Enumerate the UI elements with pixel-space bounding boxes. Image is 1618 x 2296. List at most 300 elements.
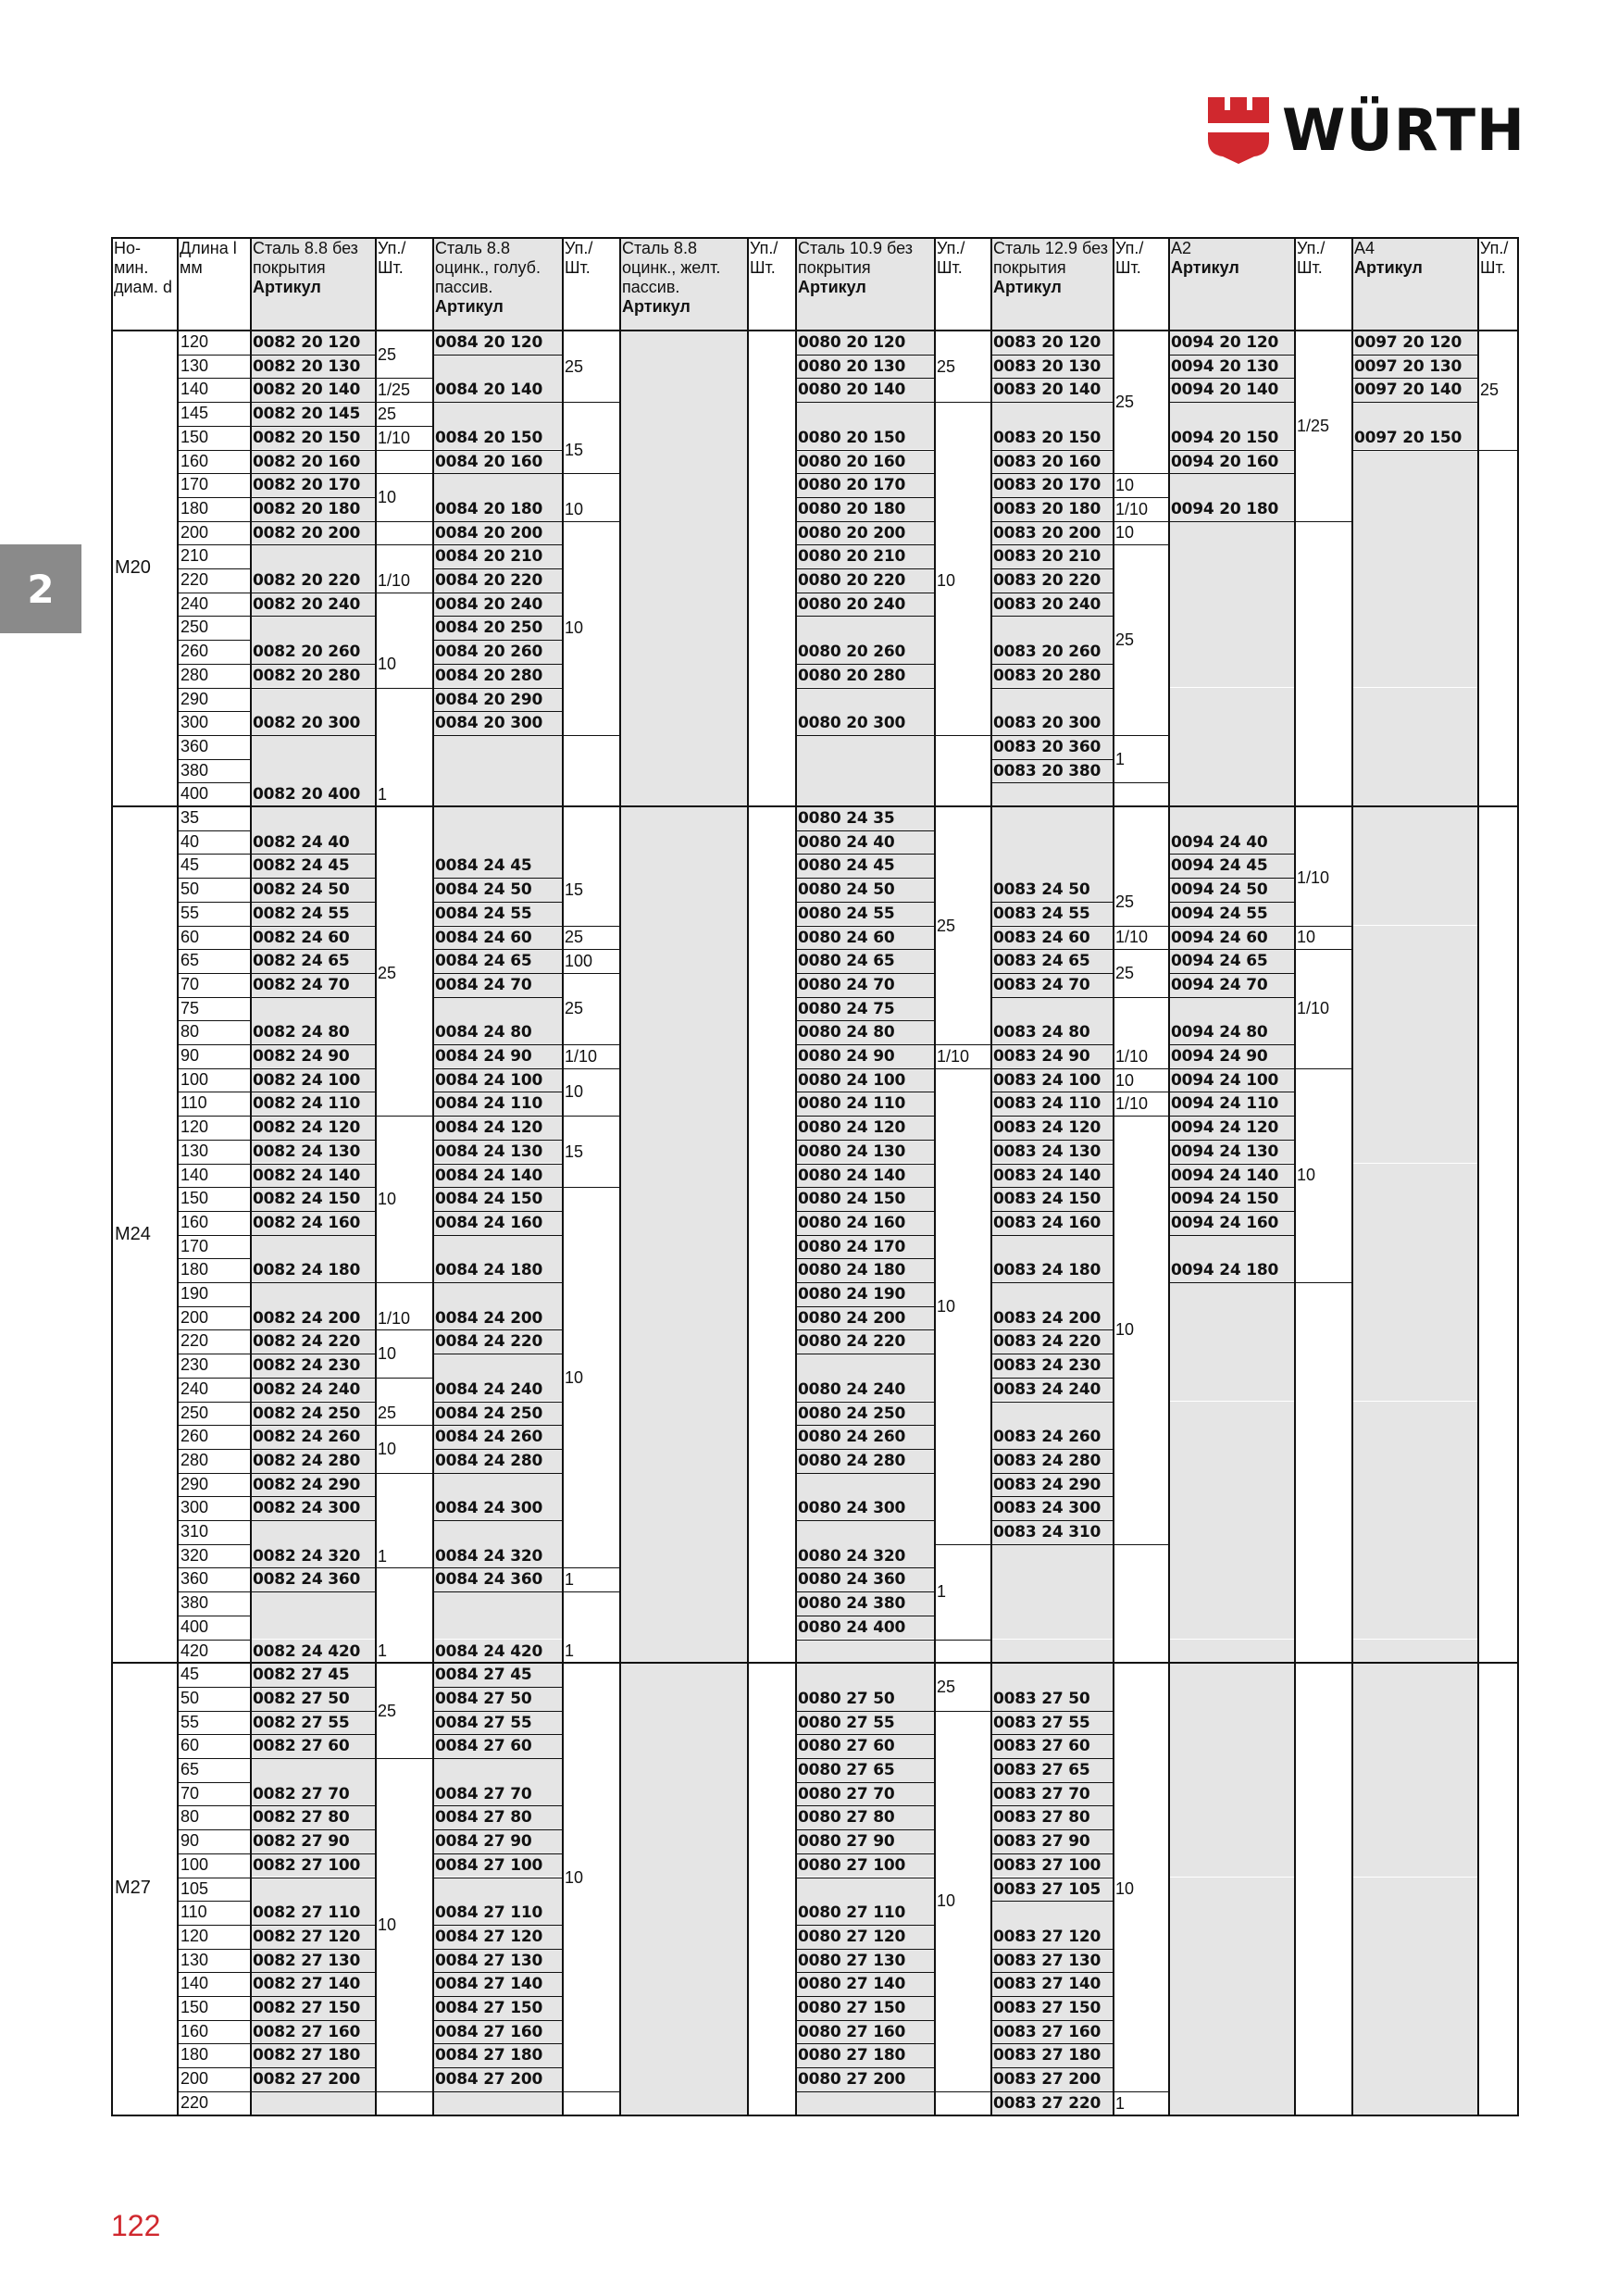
article-cell-bg: [1351, 1140, 1477, 1164]
article-number: 0080 20 300: [798, 714, 906, 733]
article-number: 0080 20 120: [798, 333, 906, 352]
article-number: 0082 27 50: [253, 1689, 350, 1708]
quantity-cell: 100: [565, 952, 593, 971]
article-number: 0084 27 80: [435, 1808, 532, 1828]
length-cell: 60: [180, 1736, 200, 1755]
article-number: 0080 27 180: [798, 2046, 906, 2065]
article-number: 0084 24 50: [435, 880, 532, 900]
length-cell: 260: [180, 1427, 209, 1446]
article-number: 0080 27 50: [798, 1689, 895, 1708]
article-number: 0083 24 310: [993, 1523, 1101, 1541]
article-cell-bg: [432, 1591, 562, 1616]
article-number: 0083 27 130: [993, 1951, 1101, 1970]
quantity-cell: 25: [378, 404, 397, 423]
article-number: 0094 24 55: [1171, 904, 1268, 923]
row-rule: [432, 2091, 562, 2092]
article-cell-bg: [1168, 1567, 1294, 1591]
article-number: 0084 27 160: [435, 2022, 543, 2041]
article-number: 0083 20 380: [993, 761, 1101, 780]
row-rule: [1351, 402, 1477, 403]
article-cell-bg: [990, 1544, 1113, 1568]
article-cell-bg: [1168, 1496, 1294, 1520]
row-rule: [432, 1473, 562, 1474]
group-rule: [111, 1662, 1519, 1664]
article-number: 0094 24 140: [1171, 1166, 1279, 1185]
article-cell-bg: [1168, 1591, 1294, 1616]
article-number: 0080 27 160: [798, 2022, 906, 2041]
length-cell: 35: [180, 808, 200, 827]
row-rule: [1168, 1282, 1294, 1283]
article-number: 0084 24 100: [435, 1070, 543, 1090]
article-number: 0083 20 300: [993, 714, 1101, 733]
article-cell-bg: [1351, 473, 1477, 497]
length-cell: 130: [180, 356, 209, 375]
article-number: 0083 20 160: [993, 452, 1101, 471]
article-number: 0094 24 90: [1171, 1047, 1268, 1066]
quantity-cell: 1/25: [378, 381, 411, 400]
quantity-cell: 10: [378, 1190, 397, 1209]
article-number: 0080 27 200: [798, 2070, 906, 2090]
article-cell-bg: [1351, 1354, 1477, 1378]
quantity-cell: 10: [378, 487, 397, 506]
article-number: 0082 20 220: [253, 571, 361, 590]
table-bottom-rule: [111, 2115, 1519, 2116]
quantity-cell: 1: [1115, 749, 1126, 768]
qty-rule: [1113, 1116, 1168, 1117]
article-number: 0082 24 100: [253, 1070, 361, 1090]
article-number: 0082 27 80: [253, 1808, 350, 1828]
article-number: 0084 20 180: [435, 499, 543, 518]
length-cell: 80: [180, 1022, 200, 1042]
article-cell-bg: [432, 1235, 562, 1259]
quantity-cell: 25: [1115, 630, 1135, 650]
article-cell-bg: [990, 1402, 1113, 1426]
article-number: 0094 20 160: [1171, 452, 1279, 471]
article-number: 0080 24 90: [798, 1047, 895, 1066]
article-cell-bg: [990, 806, 1113, 830]
article-number: 0080 27 100: [798, 1855, 906, 1875]
article-cell-bg: [1168, 806, 1294, 830]
quantity-cell: 25: [378, 344, 397, 364]
article-cell-bg: [990, 402, 1113, 426]
length-cell: 170: [180, 475, 209, 494]
qty-rule: [1113, 1544, 1168, 1545]
article-number: 0080 24 65: [798, 952, 895, 971]
article-number: 0084 27 45: [435, 1666, 532, 1685]
article-cell-bg: [1168, 759, 1294, 783]
product-table: [111, 237, 1519, 2117]
column-rule: [432, 237, 434, 2115]
qty-rule: [1113, 782, 1168, 783]
article-number: 0094 24 60: [1171, 928, 1268, 947]
article-number: 0097 20 150: [1354, 428, 1462, 447]
header-label: Длина l мм: [180, 239, 237, 277]
article-number: 0082 20 240: [253, 594, 361, 614]
article-number: 0082 24 80: [253, 1023, 350, 1042]
article-cell-bg: [1351, 688, 1477, 712]
article-number: 0080 24 100: [798, 1070, 906, 1090]
article-cell-bg: [432, 1616, 562, 1640]
article-number: 0082 24 150: [253, 1190, 361, 1209]
length-cell: 100: [180, 1069, 209, 1089]
qty-rule: [1477, 450, 1519, 451]
article-number: 0080 20 130: [798, 356, 906, 376]
article-cell-bg: [990, 782, 1113, 806]
article-number: 0080 20 200: [798, 523, 906, 543]
article-number: 0082 27 60: [253, 1737, 350, 1756]
article-cell-bg: [1168, 1925, 1294, 1949]
article-number: 0080 24 140: [798, 1166, 906, 1185]
article-cell-bg: [795, 2091, 934, 2115]
group-rule: [111, 805, 1519, 807]
quantity-cell: 1/10: [1115, 1094, 1149, 1114]
article-number: 0083 24 260: [993, 1428, 1101, 1447]
article-cell-bg: [250, 759, 375, 783]
qty-rule: [562, 521, 619, 522]
qty-rule: [375, 1378, 432, 1379]
article-number: 0080 24 150: [798, 1190, 906, 1209]
row-rule: [795, 688, 934, 689]
article-cell-bg: [1351, 1235, 1477, 1259]
row-rule: [1168, 1235, 1294, 1236]
quantity-cell: 25: [1115, 963, 1135, 982]
row-rule: [795, 1520, 934, 1521]
article-number: 0082 24 140: [253, 1166, 361, 1185]
article-number: 0082 24 320: [253, 1546, 361, 1566]
column-rule: [1351, 237, 1353, 2115]
article-number: 0082 20 160: [253, 452, 361, 471]
qty-rule: [934, 735, 990, 736]
chapter-tab[interactable]: 2: [0, 544, 81, 633]
article-cell-bg: [1351, 1068, 1477, 1092]
article-number: 0080 20 260: [798, 643, 906, 662]
article-number: 0083 24 200: [993, 1308, 1101, 1328]
length-cell: 300: [180, 713, 209, 732]
qty-rule: [1113, 997, 1168, 998]
article-number: 0082 27 100: [253, 1855, 361, 1875]
article-number: 0083 27 80: [993, 1808, 1090, 1828]
quantity-cell: 10: [937, 1296, 956, 1316]
qty-rule: [562, 1187, 619, 1188]
article-cell-bg: [1168, 1282, 1294, 1306]
article-number: 0082 24 180: [253, 1261, 361, 1280]
article-number: 0084 24 200: [435, 1308, 543, 1328]
article-cell-bg: [432, 1354, 562, 1378]
article-number: 0082 24 260: [253, 1428, 361, 1447]
article-number: 0083 24 290: [993, 1475, 1101, 1494]
row-rule: [990, 402, 1113, 403]
article-number: 0084 24 280: [435, 1451, 543, 1470]
article-number: 0083 20 280: [993, 666, 1101, 685]
article-number: 0083 20 260: [993, 643, 1101, 662]
row-rule: [990, 997, 1113, 998]
article-cell-bg: [1351, 1306, 1477, 1330]
column-header: [1351, 237, 1477, 331]
length-cell: 45: [180, 855, 200, 875]
article-number: 0080 24 250: [798, 1404, 906, 1423]
header-label: Уп./ Шт.: [378, 239, 406, 277]
article-number: 0084 24 110: [435, 1094, 543, 1114]
header-label: Сталь 8.8 оцинк., желт. пассив.: [622, 239, 721, 296]
qty-rule: [934, 1068, 990, 1069]
article-cell-bg: [1351, 902, 1477, 926]
article-cell-bg: [1351, 1925, 1477, 1949]
article-cell-bg: [1351, 568, 1477, 593]
article-number: 0080 24 260: [798, 1428, 906, 1447]
length-cell: 140: [180, 1974, 209, 1993]
qty-rule: [1113, 949, 1168, 950]
article-cell-bg: [432, 2091, 562, 2115]
quantity-cell: 1: [378, 1641, 388, 1661]
article-cell-bg: [1351, 1972, 1477, 1996]
quantity-cell: 1/25: [1297, 416, 1330, 435]
article-number: 0080 24 75: [798, 999, 895, 1018]
column-rule: [1477, 237, 1479, 2115]
article-cell-bg: [432, 782, 562, 806]
quantity-cell: 1: [565, 1641, 575, 1661]
length-cell: 45: [180, 1665, 200, 1684]
column-rule: [1168, 237, 1170, 2115]
article-cell-bg: [250, 806, 375, 830]
article-cell-bg: [1351, 1449, 1477, 1473]
article-number: 0094 24 120: [1171, 1118, 1279, 1138]
article-number: 0080 24 320: [798, 1546, 906, 1566]
article-cell-bg: [795, 1663, 934, 1687]
article-cell-bg: [1351, 2091, 1477, 2115]
column-rule: [990, 237, 992, 2115]
article-cell-bg: [1351, 1782, 1477, 1806]
article-number: 0084 24 320: [435, 1546, 543, 1566]
quantity-cell: 15: [565, 1142, 584, 1161]
length-cell: 70: [180, 974, 200, 993]
article-cell-bg: [990, 1616, 1113, 1640]
column-header: [1113, 237, 1168, 331]
article-number: 0080 27 70: [798, 1784, 895, 1803]
article-number: 0083 24 80: [993, 1023, 1090, 1042]
article-number: 0084 27 140: [435, 1975, 543, 1994]
article-number: 0082 24 290: [253, 1475, 361, 1494]
article-cell-bg: [1168, 1758, 1294, 1782]
empty-column-bg: [619, 331, 747, 2115]
article-cell-bg: [1351, 1496, 1477, 1520]
article-cell-bg: [1351, 1044, 1477, 1068]
article-number: 0084 24 300: [435, 1499, 543, 1518]
article-number: 0080 27 130: [798, 1951, 906, 1970]
article-cell-bg: [1168, 1473, 1294, 1497]
article-number: 0082 24 220: [253, 1332, 361, 1352]
article-cell-bg: [432, 735, 562, 759]
length-cell: 180: [180, 498, 209, 518]
quantity-cell: 1/10: [1115, 499, 1149, 518]
article-number: 0083 24 120: [993, 1118, 1101, 1138]
qty-rule: [562, 473, 619, 474]
length-cell: 150: [180, 1189, 209, 1208]
article-cell-bg: [250, 997, 375, 1021]
article-cell-bg: [1168, 1878, 1294, 1902]
article-number: 0080 24 55: [798, 904, 895, 923]
article-number: 0082 20 130: [253, 356, 361, 376]
article-cell-bg: [1168, 1378, 1294, 1402]
qty-rule: [375, 1567, 432, 1568]
quantity-cell: 15: [565, 880, 584, 899]
quantity-cell: 1/10: [1297, 999, 1330, 1018]
article-cell-bg: [1351, 1663, 1477, 1687]
qty-rule: [375, 688, 432, 689]
row-rule: [250, 1282, 375, 1283]
article-number: 0082 27 160: [253, 2022, 361, 2041]
article-number: 0080 27 65: [798, 1761, 895, 1779]
length-cell: 240: [180, 593, 209, 613]
quantity-cell: 1/10: [1115, 1046, 1149, 1066]
article-number: 0082 27 150: [253, 1999, 361, 2017]
length-cell: 280: [180, 665, 209, 684]
quantity-cell: 10: [1115, 1879, 1135, 1899]
article-cell-bg: [795, 1520, 934, 1544]
article-number: 0097 20 130: [1354, 356, 1462, 376]
length-cell: 130: [180, 1950, 209, 1969]
quantity-cell: 10: [565, 1082, 584, 1102]
article-cell-bg: [250, 1235, 375, 1259]
article-number: 0083 20 220: [993, 571, 1101, 590]
quantity-cell: 1/10: [378, 428, 411, 447]
quantity-cell: 25: [565, 999, 584, 1018]
length-cell: 105: [180, 1878, 209, 1898]
quantity-cell: 10: [565, 1367, 584, 1387]
article-cell-bg: [1168, 1329, 1294, 1354]
wuerth-logo: [1208, 97, 1525, 164]
article-number: 0080 27 60: [798, 1737, 895, 1756]
length-cell: 260: [180, 642, 209, 661]
quantity-cell: 10: [937, 1891, 956, 1911]
article-number: 0084 20 300: [435, 714, 543, 733]
row-rule: [432, 1758, 562, 1759]
article-number: 0097 20 120: [1354, 333, 1462, 352]
article-cell-bg: [1351, 973, 1477, 997]
article-cell-bg: [432, 830, 562, 855]
article-number: 0082 24 420: [253, 1641, 361, 1661]
header-label: A2: [1171, 239, 1192, 257]
article-cell-bg: [1351, 1258, 1477, 1282]
header-label: Сталь 8.8 оцинк., голуб. пассив.: [435, 239, 541, 296]
row-rule: [250, 2091, 375, 2092]
qty-rule: [375, 473, 432, 474]
article-cell-bg: [250, 616, 375, 640]
article-cell-bg: [1351, 997, 1477, 1021]
article-number: 0082 24 240: [253, 1379, 361, 1399]
article-number: 0084 24 420: [435, 1641, 543, 1661]
article-number: 0084 20 160: [435, 452, 543, 471]
article-number: 0082 27 130: [253, 1951, 361, 1970]
article-cell-bg: [1168, 1640, 1294, 1664]
article-number: 0082 20 300: [253, 714, 361, 733]
qty-rule: [375, 544, 432, 545]
length-cell: 200: [180, 2069, 209, 2089]
article-number: 0084 24 70: [435, 975, 532, 994]
length-cell: 145: [180, 404, 209, 423]
article-number: 0084 24 80: [435, 1023, 532, 1042]
article-number: 0080 24 60: [798, 928, 895, 947]
article-cell-bg: [1351, 1329, 1477, 1354]
quantity-cell: 10: [1297, 928, 1316, 947]
article-number: 0080 24 190: [798, 1285, 906, 1304]
article-number: 0084 20 120: [435, 333, 543, 352]
article-cell-bg: [432, 1282, 562, 1306]
article-number: 0084 24 160: [435, 1213, 543, 1232]
article-number: 0080 20 160: [798, 452, 906, 471]
quantity-cell: 1/10: [565, 1046, 598, 1066]
column-header: [375, 237, 432, 331]
header-label: Сталь 8.8 без покрытия: [253, 239, 358, 277]
length-cell: 70: [180, 1783, 200, 1803]
quantity-cell: 25: [1115, 393, 1135, 412]
article-number: 0084 20 280: [435, 666, 543, 685]
article-number: 0083 24 70: [993, 975, 1090, 994]
article-number: 0094 24 150: [1171, 1190, 1279, 1209]
article-cell-bg: [1168, 2067, 1294, 2091]
article-number: 0080 27 120: [798, 1927, 906, 1946]
article-number: 0084 20 220: [435, 571, 543, 590]
length-cell: 200: [180, 1307, 209, 1327]
article-number: 0083 27 55: [993, 1713, 1090, 1732]
article-number: 0084 27 70: [435, 1784, 532, 1803]
article-number: 0084 24 360: [435, 1570, 543, 1590]
article-number: 0083 24 100: [993, 1070, 1101, 1090]
article-cell-bg: [1351, 1853, 1477, 1878]
quantity-cell: 1: [378, 785, 388, 805]
article-number: 0084 27 150: [435, 1999, 543, 2017]
length-cell: 180: [180, 2045, 209, 2065]
article-cell-bg: [1168, 1616, 1294, 1640]
column-header: [747, 237, 795, 331]
quantity-cell: 25: [937, 356, 956, 376]
column-rule: [1113, 237, 1114, 2115]
article-cell-bg: [1168, 2020, 1294, 2044]
quantity-cell: 10: [378, 1344, 397, 1364]
row-rule: [795, 2091, 934, 2092]
article-number: 0080 24 110: [798, 1094, 906, 1114]
article-cell-bg: [795, 1473, 934, 1497]
article-number: 0084 27 200: [435, 2070, 543, 2090]
length-cell: 40: [180, 831, 200, 851]
length-cell: 130: [180, 1141, 209, 1160]
article-number: 0080 24 80: [798, 1023, 895, 1042]
article-number: 0080 24 240: [798, 1379, 906, 1399]
column-header: [177, 237, 250, 331]
column-rule: [934, 237, 936, 2115]
length-cell: 400: [180, 1616, 209, 1636]
length-cell: 320: [180, 1545, 209, 1565]
article-number: 0084 24 220: [435, 1332, 543, 1352]
article-cell-bg: [1351, 782, 1477, 806]
article-number: 0084 24 55: [435, 904, 532, 923]
article-number: 0080 24 130: [798, 1142, 906, 1161]
row-rule: [795, 402, 934, 403]
article-number: 0094 20 120: [1171, 333, 1279, 352]
article-cell-bg: [432, 1473, 562, 1497]
article-number: 0084 24 90: [435, 1047, 532, 1066]
length-cell: 160: [180, 2021, 209, 2040]
article-number: 0082 24 90: [253, 1047, 350, 1066]
article-cell-bg: [990, 1901, 1113, 1925]
row-rule: [1168, 521, 1294, 522]
column-rule: [1517, 237, 1519, 2115]
qty-rule: [562, 1068, 619, 1069]
article-number: 0083 24 60: [993, 928, 1090, 947]
article-number: 0084 24 150: [435, 1190, 543, 1209]
article-number: 0084 27 130: [435, 1951, 543, 1970]
row-rule: [795, 735, 934, 736]
quantity-cell: 25: [937, 1677, 956, 1696]
